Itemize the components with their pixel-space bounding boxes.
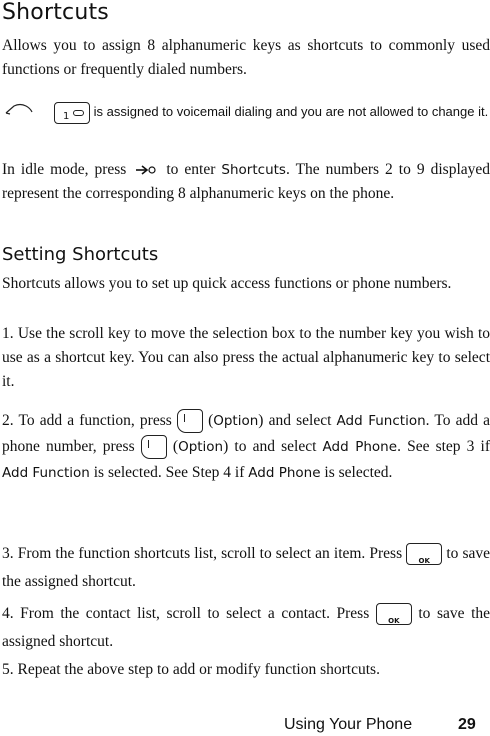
step-2-text-g: is selected. See Step 4 if	[93, 464, 245, 481]
page-title: Shortcuts	[2, 0, 109, 25]
step-2-text-f: . See step 3 if	[397, 438, 490, 455]
idle-text-1: In idle mode, press	[2, 161, 127, 178]
step-2-text-h: is selected.	[324, 464, 393, 481]
step-1	[2, 322, 490, 394]
page-number: 29	[458, 716, 476, 733]
add-phone-label-2: Add Phone	[248, 465, 321, 481]
voicemail-key-1-icon: 1	[54, 102, 90, 124]
add-function-label-2: Add Function	[2, 465, 90, 481]
shortcuts-menu-label: Shortcuts	[221, 162, 286, 178]
ok-key-icon: OK	[376, 603, 412, 625]
option-label-2: Option	[178, 439, 224, 455]
note-text	[40, 100, 490, 124]
left-soft-key-icon	[177, 409, 203, 433]
note-block	[0, 94, 490, 146]
ok-key-icon: OK	[406, 543, 442, 565]
step-2-text-d: . To add a phone number, press	[2, 412, 490, 455]
step-2-paren: (	[208, 412, 214, 429]
intro-paragraph	[2, 34, 490, 82]
step-5-text: 5. Repeat the above step to add or modify function shortcuts.	[2, 661, 380, 678]
intro-text: Allows you to assign 8 alphanumeric keys as shortcuts to commonly used functions or frequently dialed numbers.	[2, 37, 490, 78]
add-phone-label: Add Phone	[322, 439, 398, 455]
idle-text-2: to enter	[166, 161, 216, 178]
step-1-text: 1. Use the scroll key to move the selection box to the number key you wish to use as a shortcut key. You can also press the actual alphanumeric key to select it.	[2, 325, 490, 390]
left-soft-key-icon	[141, 435, 167, 459]
step-5	[2, 658, 490, 682]
setting-intro: Shortcuts allows you to set up quick access functions or phone numbers.	[2, 275, 452, 292]
step-3-text-a: 3. From the function shortcuts list, scroll to select an item. Press	[2, 545, 403, 562]
step-2-text-e: ) to and select	[223, 438, 317, 455]
step-2	[2, 408, 490, 486]
step-3-text-b: to save the assigned shortcut.	[2, 545, 490, 590]
note-body: is assigned to voicemail dialing and you are not allowed to change it.	[93, 104, 489, 119]
idle-paragraph	[2, 158, 490, 206]
option-label: Option	[213, 413, 259, 429]
step-4-text-b: to save the assigned shortcut.	[2, 605, 490, 650]
idle-text-3: . The numbers 2 to 9 displayed represent the corresponding 8 alphanumeric keys on the phone.	[2, 161, 490, 202]
step-2-text-c: ) and select	[258, 412, 332, 429]
add-function-label: Add Function	[336, 413, 426, 429]
section-heading: Setting Shortcuts	[2, 244, 159, 265]
step-4-text-a: 4. From the contact list, scroll to select a contact. Press	[2, 605, 370, 622]
step-2-paren-2: (	[172, 438, 179, 455]
step-2-text-a: 2. To add a function, press	[2, 412, 172, 429]
step-4	[2, 600, 490, 656]
step-3	[2, 540, 490, 596]
footer-title: Using Your Phone	[284, 716, 413, 733]
note-icon	[4, 102, 34, 116]
navigation-key-icon	[132, 163, 160, 177]
